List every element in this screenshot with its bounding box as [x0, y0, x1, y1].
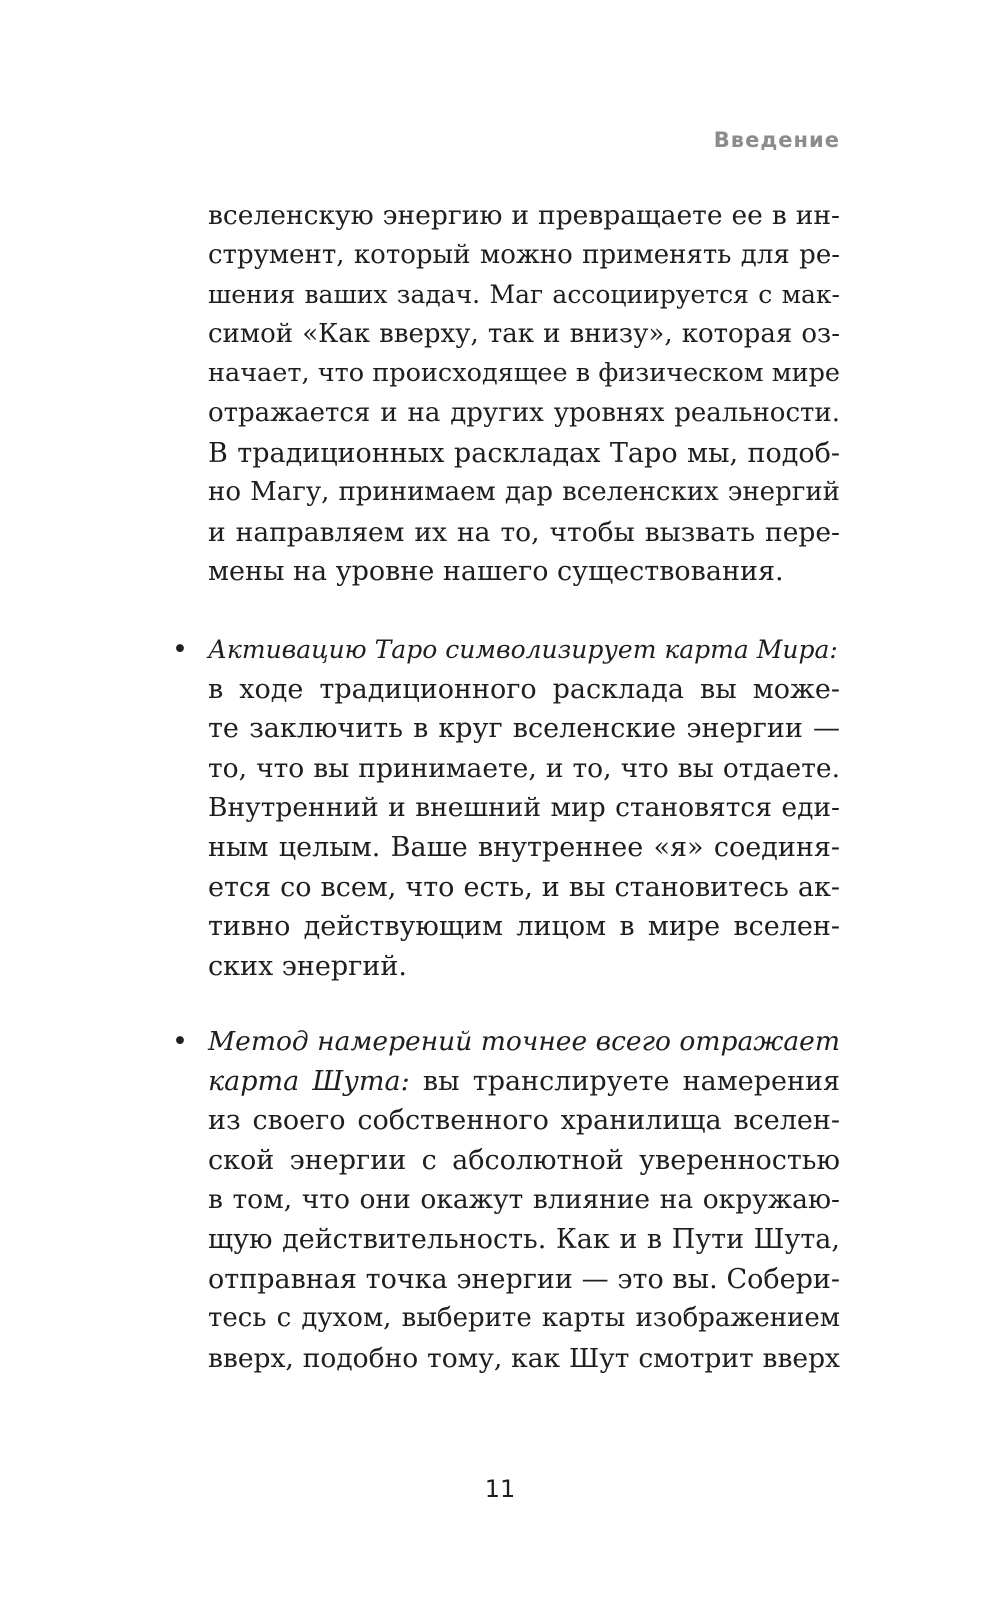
- italic-lead: Метод намерений точнее всего отражает: [208, 1026, 840, 1057]
- text-line: симой «Как вверху, так и внизу», которая оз-: [208, 318, 840, 349]
- text-line: вверх, подобно тому, как Шут смотрит вверх: [208, 1342, 840, 1374]
- text-line: Внутренний и внешний мир становятся еди-: [208, 792, 840, 824]
- text-line: щую действительность. Как и в Пути Шута,: [208, 1223, 840, 1255]
- text-line: ным целым. Ваше внутреннее «я» соединя-: [208, 831, 840, 863]
- text-line: и направляем их на то, чтобы вызвать пере-: [208, 516, 840, 548]
- italic-lead: Активацию Таро символизирует карта Мира:: [208, 635, 838, 664]
- italic-lead-part: карта Шута:: [208, 1065, 410, 1097]
- text-line: начает, что происходящее в физическом мире: [208, 358, 840, 389]
- text-line: мены на уровне нашего существования.: [208, 556, 784, 588]
- page-number: 11: [484, 1475, 516, 1503]
- running-head: Введение: [713, 128, 840, 152]
- text-line-mixed: [208, 1062, 840, 1102]
- bullet-marker: •: [172, 634, 188, 665]
- text-line: тесь с духом, выберите карты изображением: [208, 1303, 840, 1334]
- text-line: отправная точка энергии — это вы. Собери-: [208, 1263, 840, 1295]
- text-line: В традиционных раскладах Таро мы, подоб-: [208, 437, 840, 469]
- text-line: ских энергий.: [208, 950, 407, 982]
- text-line: ется со всем, что есть, и вы становитесь ак-: [208, 871, 840, 903]
- bullet-item-world: [208, 630, 840, 986]
- text-line: струмент, который можно применять для ре-: [208, 239, 840, 270]
- text-line: вселенскую энергию и превращаете ее в ин-: [208, 200, 840, 231]
- text-line: то, что вы принимаете, и то, что вы отдаете.: [208, 752, 840, 784]
- text-line: тивно действующим лицом в мире вселен-: [208, 911, 840, 943]
- text-line: в том, что они окажут влияние на окружаю-: [208, 1184, 840, 1216]
- text-line: отражается и на других уровнях реальности.: [208, 397, 840, 428]
- bullet-item-fool: [208, 1022, 840, 1378]
- text-line: из своего собственного хранилища вселен-: [208, 1105, 840, 1137]
- text-line: но Магу, принимаем дар вселенских энергий: [208, 477, 840, 508]
- text-line: шения ваших задач. Маг ассоциируется с мак-: [208, 280, 840, 310]
- bullet-marker: •: [172, 1026, 188, 1057]
- text-line: ской энергии с абсолютной уверенностью: [208, 1144, 840, 1176]
- text-line: в ходе традиционного расклада вы може-: [208, 673, 840, 705]
- lead-rest: вы транслируете намерения: [409, 1065, 840, 1097]
- paragraph-continuation: [208, 196, 840, 592]
- text-line: те заключить в круг вселенские энергии —: [208, 713, 840, 745]
